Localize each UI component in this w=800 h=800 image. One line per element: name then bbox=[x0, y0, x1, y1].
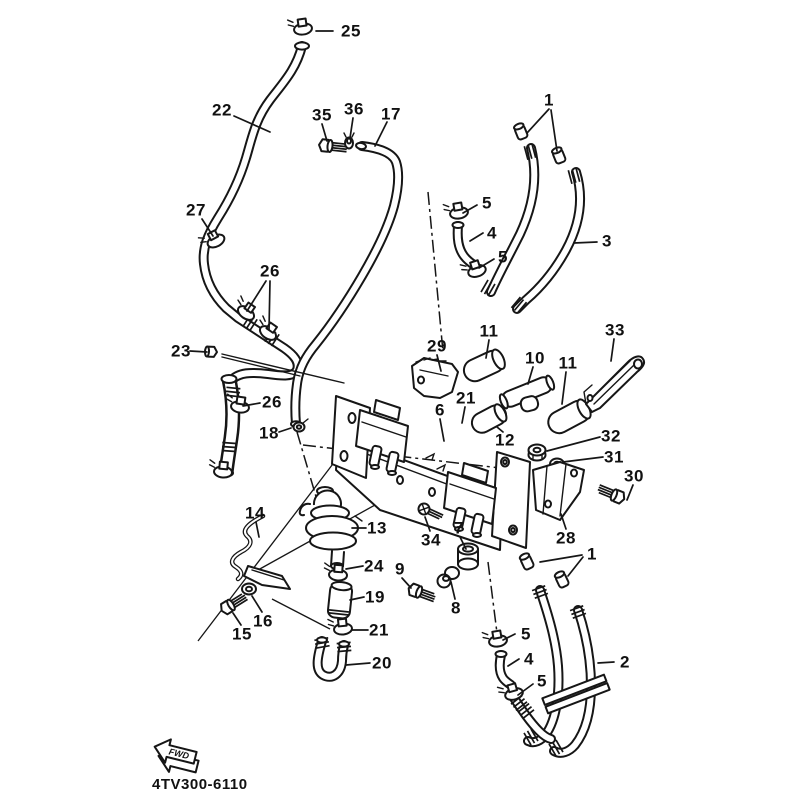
hose-17 bbox=[291, 142, 398, 427]
cap-1d bbox=[554, 570, 570, 588]
part-label-11b: 11 bbox=[558, 353, 578, 373]
part-label-6: 6 bbox=[435, 400, 445, 420]
part-label-25: 25 bbox=[341, 21, 361, 41]
part-label-36: 36 bbox=[344, 99, 364, 119]
bracket-14 bbox=[232, 516, 290, 589]
part-label-22: 22 bbox=[212, 100, 232, 120]
clip-36 bbox=[344, 133, 354, 149]
clamp-5a bbox=[443, 201, 469, 221]
part-label-5a: 5 bbox=[482, 193, 492, 213]
part-label-26b: 26 bbox=[262, 392, 282, 412]
washer-16 bbox=[242, 584, 256, 595]
cap-1c bbox=[519, 552, 535, 570]
fwd-arrow-icon bbox=[150, 736, 202, 778]
part-label-4b: 4 bbox=[524, 649, 534, 669]
part-label-5d: 5 bbox=[537, 671, 547, 691]
strap bbox=[542, 675, 609, 714]
part-label-15: 15 bbox=[232, 624, 252, 644]
part-label-5b: 5 bbox=[498, 247, 508, 267]
hose-19 bbox=[327, 581, 353, 619]
part-label-12: 12 bbox=[495, 430, 515, 450]
hose-20 bbox=[314, 637, 351, 676]
part-label-30: 30 bbox=[624, 466, 644, 486]
grommet-7 bbox=[458, 544, 478, 570]
cap-1a bbox=[513, 122, 528, 140]
hose-22 bbox=[204, 42, 309, 381]
part-label-13: 13 bbox=[367, 518, 387, 538]
part-label-18: 18 bbox=[259, 423, 279, 443]
part-label-11a: 11 bbox=[479, 321, 499, 341]
part-label-16: 16 bbox=[253, 611, 273, 631]
part-label-34: 34 bbox=[421, 530, 441, 550]
part-label-28: 28 bbox=[556, 528, 576, 548]
fwd-arrow-label: FWD bbox=[167, 746, 191, 762]
part-label-21b: 21 bbox=[369, 620, 389, 640]
part-label-21a: 21 bbox=[456, 388, 476, 408]
clamp-25 bbox=[288, 17, 313, 37]
part-label-7: 7 bbox=[454, 518, 464, 538]
diagram-code: 4TV300-6110 bbox=[152, 776, 248, 793]
cap-1b bbox=[551, 146, 566, 164]
clamp-21-bottom bbox=[328, 617, 353, 636]
part-label-2: 2 bbox=[620, 652, 630, 672]
part-label-35: 35 bbox=[312, 105, 332, 125]
part-label-33: 33 bbox=[605, 320, 625, 340]
part-label-10: 10 bbox=[525, 348, 545, 368]
part-label-17: 17 bbox=[381, 104, 401, 124]
end-plate-right bbox=[492, 452, 530, 548]
part-label-14: 14 bbox=[245, 503, 265, 523]
hoses-3 bbox=[481, 122, 580, 313]
elbow-4a bbox=[453, 222, 475, 265]
part-label-32: 32 bbox=[601, 426, 621, 446]
nut-32 bbox=[529, 445, 546, 461]
part-label-3: 3 bbox=[602, 231, 612, 251]
clamp-24 bbox=[324, 563, 348, 581]
bolt-30 bbox=[596, 483, 626, 505]
part-label-9: 9 bbox=[395, 559, 405, 579]
part-label-8: 8 bbox=[451, 598, 461, 618]
part-label-4a: 4 bbox=[487, 223, 497, 243]
part-label-20: 20 bbox=[372, 653, 392, 673]
part-label-5c: 5 bbox=[521, 624, 531, 644]
bolt-35 bbox=[318, 139, 347, 154]
part-label-23: 23 bbox=[171, 341, 191, 361]
elbow-4b bbox=[496, 651, 512, 685]
bracket-33 bbox=[584, 356, 644, 412]
cylinder-11a bbox=[460, 347, 507, 385]
bolt-8 bbox=[438, 567, 460, 588]
part-label-31: 31 bbox=[604, 447, 624, 467]
bracket-28 bbox=[533, 462, 584, 520]
part-label-19: 19 bbox=[365, 587, 385, 607]
part-label-29: 29 bbox=[427, 336, 447, 356]
part-label-26a: 26 bbox=[260, 261, 280, 281]
part-label-1a: 1 bbox=[544, 90, 554, 110]
part-label-24: 24 bbox=[364, 556, 384, 576]
part-label-27: 27 bbox=[186, 200, 206, 220]
part-label-1b: 1 bbox=[587, 544, 597, 564]
bracket-29 bbox=[412, 358, 458, 398]
bolt-9 bbox=[407, 583, 437, 604]
